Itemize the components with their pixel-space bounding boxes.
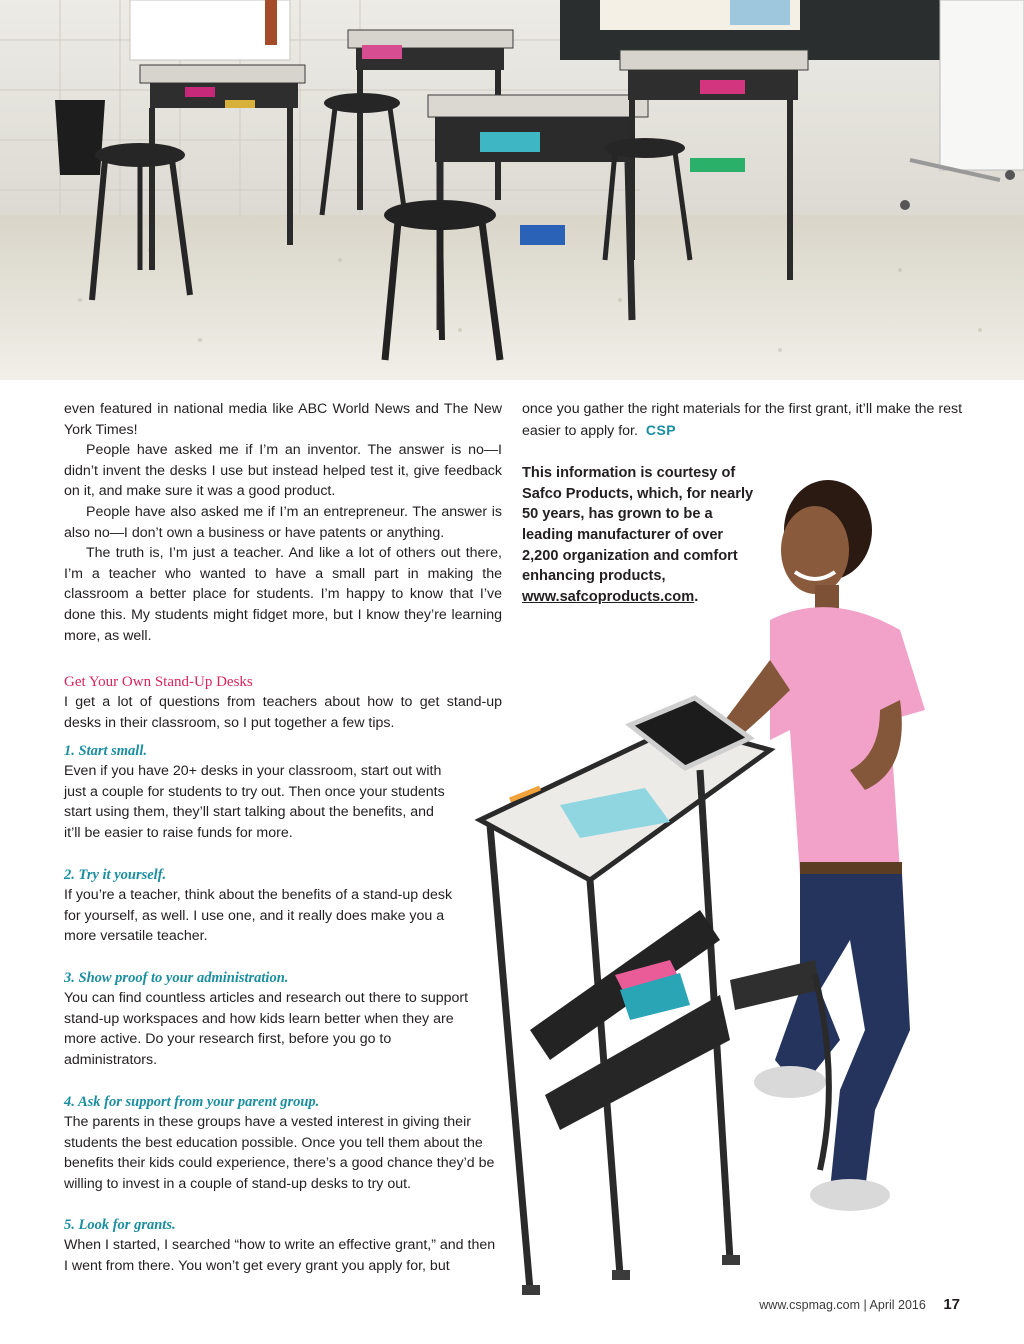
tip-3 <box>64 968 482 1070</box>
continuation-text: once you gather the right materials for the first grant, it’ll make the rest easier to apply for. <box>522 401 963 439</box>
student-desk-art <box>470 470 1024 1310</box>
paragraph-2: People have asked me if I’m an inventor. The answer is no—I didn’t invent the desks I use but instead helped test it, give feedback on it, and make sure it was a good product. <box>64 442 502 500</box>
tip-5 <box>64 1215 502 1276</box>
tip-text: When I started, I searched “how to write an effective grant,” and then I went from there. You won’t get every grant you apply for, but <box>64 1237 496 1274</box>
courtesy-text: This information is courtesy of Safco Products, which, for nearly 50 years, has grown to be a leading manufacturer of over 2,200 organization and comfort enhancing products, <box>522 465 754 585</box>
tip-text: Even if you have 20+ desks in your classroom, start out with just a couple for students to try out. Then once your students start using them, they’ll start talking about the benefits, and it’ll be easier to raise funds for more. <box>64 763 445 841</box>
article-left-column <box>64 399 502 733</box>
tip-2 <box>64 865 469 947</box>
tip-heading: 5. Look for grants. <box>64 1217 176 1233</box>
tip-heading: 1. Start small. <box>64 743 147 759</box>
tip-text: If you’re a teacher, think about the benefits of a stand-up desk for yourself, as well. I use one, and it really does make you a more versatile teacher. <box>64 887 453 945</box>
continuation-paragraph <box>522 399 962 441</box>
page-footer <box>759 1296 960 1313</box>
footer-site[interactable]: www.cspmag.com <box>759 1298 860 1312</box>
section-intro: I get a lot of questions from teachers about how to get stand-up desks in their classroom, so I put together a few tips. <box>64 694 502 731</box>
courtesy-end: . <box>694 588 699 605</box>
safco-link[interactable]: www.safcoproducts.com <box>522 588 695 605</box>
tip-heading: 2. Try it yourself. <box>64 867 167 883</box>
classroom-photo <box>0 0 1024 380</box>
tip-text: The parents in these groups have a vested interest in giving their students the best education possible. Once you tell them about the benefits their kids could experience, there’s a good chance they’d be willing to invest in a couple of stand-up desks to try out. <box>64 1114 495 1192</box>
section-heading: Get Your Own Stand-Up Desks <box>64 674 253 691</box>
paragraph-1: even featured in national media like ABC World News and The New York Times! <box>64 401 502 438</box>
paragraph-3: People have also asked me if I’m an entrepreneur. The answer is also no—I don’t own a business or have patents or anything. <box>64 503 502 541</box>
page-number: 17 <box>943 1296 960 1313</box>
tip-heading: 3. Show proof to your administration. <box>64 970 289 986</box>
footer-issue: April 2016 <box>869 1298 926 1312</box>
tip-heading: 4. Ask for support from your parent group. <box>64 1094 320 1110</box>
tip-4 <box>64 1092 502 1194</box>
classroom-photo-art <box>0 0 1024 380</box>
tip-text: You can find countless articles and research out there to support stand-up workspaces and how kids learn better when they are more active. Do your research first, before you go to administrators. <box>64 990 469 1068</box>
footer-separator: | <box>863 1298 867 1312</box>
tip-1 <box>64 741 454 843</box>
student-standing-desk-photo <box>470 470 1024 1310</box>
end-mark: CSP <box>645 421 677 438</box>
paragraph-4: The truth is, I’m just a teacher. And like a lot of others out there, I’m a teacher who wanted to have a small part in making the classroom a better place for students. I’m happy to know that I’ve done this. My students might fidget more, but I know they’re learning more, as well. <box>64 545 502 644</box>
